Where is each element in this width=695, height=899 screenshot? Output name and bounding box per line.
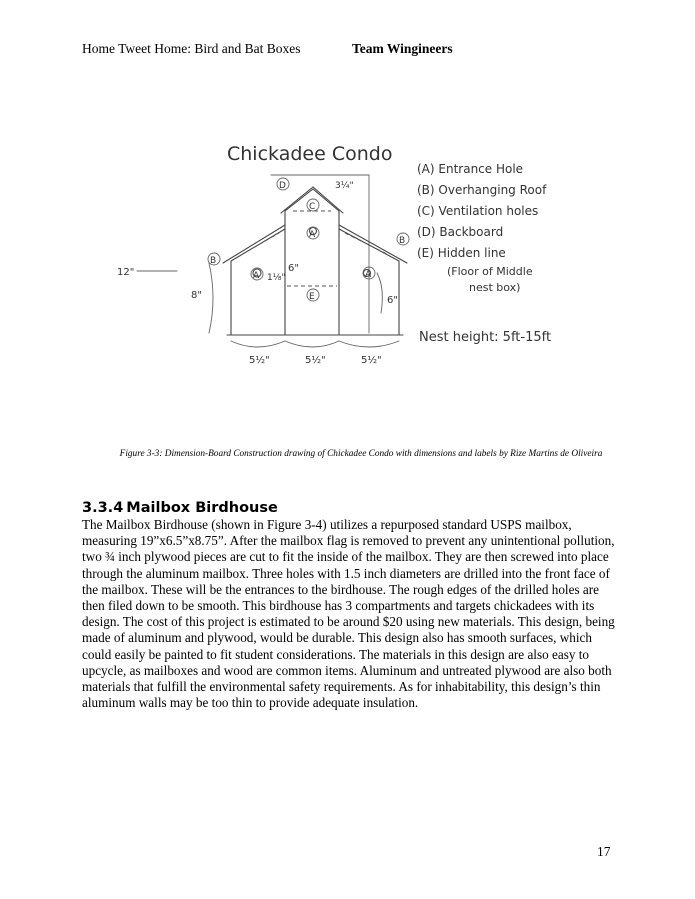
svg-text:B: B — [399, 236, 406, 246]
left-roof — [223, 225, 285, 263]
dim-hole: 1⅛" — [267, 273, 286, 283]
page-number: 17 — [597, 844, 611, 859]
section-number: 3.3.4 — [82, 500, 124, 516]
svg-text:A: A — [253, 271, 260, 281]
legend-item-b: (B) Overhanging Roof — [417, 183, 547, 197]
dim-right-drop: 6" — [387, 295, 398, 306]
dim-mid-drop: 6" — [288, 263, 299, 274]
legend-item-e: (E) Hidden line — [417, 246, 506, 260]
header-left: Home Tweet Home: Bird and Bat Boxes — [82, 41, 301, 56]
legend-item-a: (A) Entrance Hole — [417, 162, 524, 176]
drawing-legend — [417, 162, 547, 294]
dim-side-height: 8" — [191, 290, 202, 301]
dim-8-brace — [209, 263, 213, 333]
header-right: Team Wingineers — [352, 41, 453, 56]
label-circles — [208, 178, 409, 302]
drawing-title: Chickadee Condo — [227, 143, 393, 165]
svg-text:D: D — [279, 181, 286, 191]
svg-text:A: A — [309, 230, 316, 240]
figure-caption: Figure 3-3: Dimension-Board Construction drawing of Chickadee Condo with dimensions and labels by Rize Martins de Oliveira — [119, 449, 603, 459]
legend-item-c: (C) Ventilation holes — [417, 204, 539, 218]
nest-height-note: Nest height: 5ft-15ft — [419, 330, 552, 345]
dim-width-right: 5½" — [361, 355, 382, 366]
brace-right — [339, 341, 399, 347]
svg-text:E: E — [309, 292, 315, 302]
dim-width-left: 5½" — [249, 355, 270, 366]
backboard-outline — [271, 175, 369, 333]
dim-width-middle: 5½" — [305, 355, 326, 366]
section-body: The Mailbox Birdhouse (shown in Figure 3-4) utilizes a repurposed standard USPS mailbox, measuring 19”x6.5”x8.75”. After the mailbox flag is removed to prevent any unintentional pollution, two ¾ inch plywood pieces are cut to fit the inside of the mailbox. They are then screwed into place through the aluminum mailbox. Three holes with 1.5 inch diameters are drilled into the front face of the mailbox. These will be the entrances to the birdhouse. The rough edges of the drilled holes are then filed down to be smooth. This birdhouse has 3 compartments and targets chickadees with its design. The cost of this project is estimated to be around $20 using new materials. This design, being made of aluminum and plywood, would be durable. This design also has smooth surfaces, which could easily be painted to fit student considerations. The materials in this design are also easy to upcycle, as mailboxes and wood are common items. Aluminum and untreated plywood are also both materials that fulfill the environmental safety requirements. As for inhabitability, this design’s thin aluminum walls may be too thin to provide adequate insulation. — [82, 517, 615, 711]
dim-overall-height: 12" — [117, 267, 135, 278]
section-heading — [82, 500, 278, 516]
svg-text:A: A — [365, 270, 372, 280]
dim-right-brace — [377, 273, 382, 313]
brace-left — [231, 341, 285, 347]
legend-item-d: (D) Backboard — [417, 225, 504, 239]
section-title: Mailbox Birdhouse — [126, 500, 278, 516]
legend-item-e-note1: (Floor of Middle — [447, 265, 533, 278]
legend-item-e-note2: nest box) — [469, 281, 521, 294]
right-roof — [339, 225, 407, 263]
svg-text:C: C — [309, 202, 316, 212]
construction-drawing — [117, 83, 605, 441]
svg-text:B: B — [210, 256, 217, 266]
brace-middle — [285, 341, 339, 347]
dim-top: 3¼" — [335, 181, 354, 191]
